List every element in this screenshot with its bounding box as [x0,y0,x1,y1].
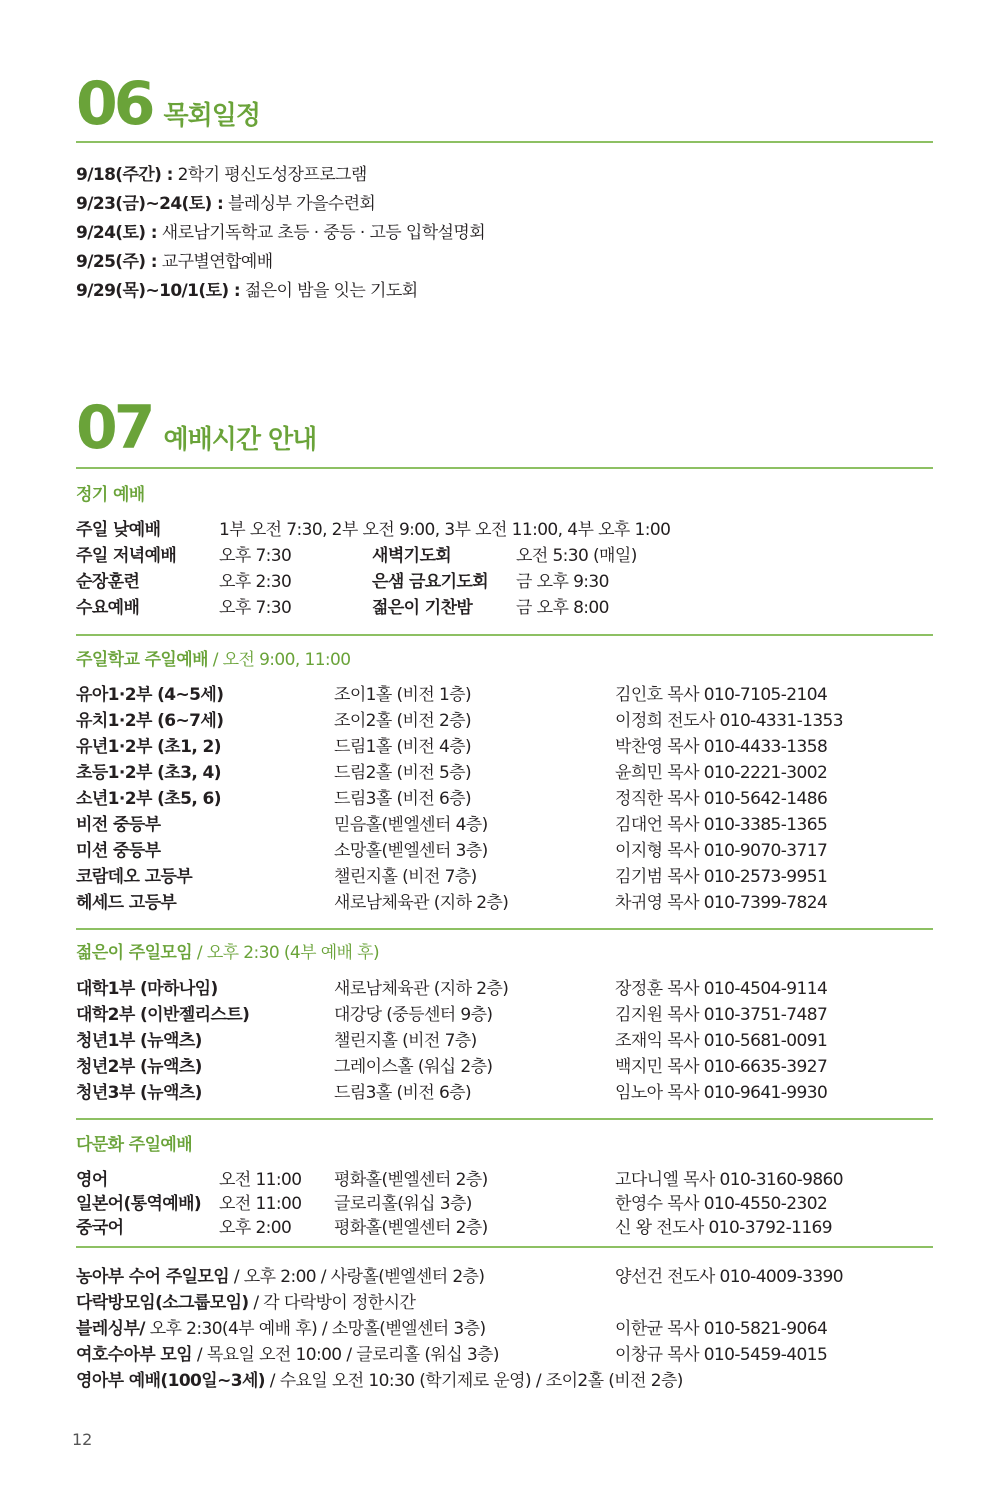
other-meeting: 농아부 수어 주일모임 / 오후 2:00 / 사랑홀(벧엘센터 2층) 양선건 전도사 010-4009-3390 [76,1267,843,1287]
table-row: 초등1·2부 (초3, 4) 드림2홀 (비전 5층) 윤희민 목사 010-2221-3002 [76,763,828,783]
section-title: 예배시간 안내 [163,425,317,455]
section-number: 07 [76,393,152,463]
schedule-item: 9/18(주간) : 2학기 평신도성장프로그램 [76,165,367,185]
table-row: 코람데오 고등부 챌린지홀 (비전 7층) 김기범 목사 010-2573-9951 [76,867,828,887]
divider [76,141,933,143]
category-heading: 정기 예배 [76,485,145,505]
other-meeting: 다락방모임(소그룹모임) / 각 다락방이 정한시간 [76,1293,416,1313]
regular-row: 주일 저녁예배 오후 7:30 새벽기도회 오전 5:30 (매일) [76,546,637,566]
section-06-header [76,69,260,139]
other-meeting: 블레싱부/ 오후 2:30(4부 예배 후) / 소망홀(벧엘센터 3층) 이한균 목사 010-5821-9064 [76,1319,828,1339]
table-row: 대학1부 (마하나임) 새로남체육관 (지하 2층) 장정훈 목사 010-4504-9114 [76,979,828,999]
table-row: 미션 중등부 소망홀(벧엘센터 3층) 이지형 목사 010-9070-3717 [76,841,828,861]
category-heading: 주일학교 주일예배 / 오전 9:00, 11:00 [76,650,351,670]
schedule-item: 9/23(금)~24(토) : 블레싱부 가을수련회 [76,194,376,214]
page-number: 12 [72,1430,93,1449]
table-row: 유아1·2부 (4~5세) 조이1홀 (비전 1층) 김인호 목사 010-7105-2104 [76,685,828,705]
table-row: 중국어 오후 2:00 평화홀(벧엘센터 2층) 신 왕 전도사 010-3792-1169 [76,1218,832,1238]
divider [76,928,933,930]
other-meeting: 영아부 예배(100일~3세) / 수요일 오전 10:30 (학기제로 운영) / 조이2홀 (비전 2층) [76,1371,683,1391]
table-row: 비전 중등부 믿음홀(벧엘센터 4층) 김대언 목사 010-3385-1365 [76,815,828,835]
schedule-item: 9/25(주) : 교구별연합예배 [76,252,273,272]
table-row: 청년1부 (뉴액츠) 챌린지홀 (비전 7층) 조재익 목사 010-5681-0091 [76,1031,828,1051]
category-heading: 젊은이 주일모임 / 오후 2:30 (4부 예배 후) [76,943,380,963]
table-row: 소년1·2부 (초5, 6) 드림3홀 (비전 6층) 정직한 목사 010-5642-1486 [76,789,828,809]
category-heading: 다문화 주일예배 [76,1135,193,1155]
section-number: 06 [76,69,152,139]
section-07-header [76,393,317,463]
schedule-item: 9/29(목)~10/1(토) : 젊은이 밤을 잇는 기도회 [76,281,418,301]
divider [76,1246,933,1248]
table-row: 헤세드 고등부 새로남체육관 (지하 2층) 차귀영 목사 010-7399-7824 [76,893,828,913]
table-row: 영어 오전 11:00 평화홀(벧엘센터 2층) 고다니엘 목사 010-3160-9860 [76,1170,843,1190]
table-row: 청년3부 (뉴액츠) 드림3홀 (비전 6층) 임노아 목사 010-9641-9930 [76,1083,828,1103]
divider [76,467,933,469]
schedule-item: 9/24(토) : 새로남기독학교 초등 · 중등 · 고등 입학설명회 [76,223,486,243]
divider [76,1118,933,1120]
table-row: 청년2부 (뉴액츠) 그레이스홀 (워십 2층) 백지민 목사 010-6635-3927 [76,1057,828,1077]
regular-row: 수요예배 오후 7:30 젊은이 기찬밤 금 오후 8:00 [76,598,609,618]
table-row: 유치1·2부 (6~7세) 조이2홀 (비전 2층) 이정희 전도사 010-4331-1353 [76,711,843,731]
table-row: 일본어(통역예배) 오전 11:00 글로리홀(워십 3층) 한영수 목사 010-4550-2302 [76,1194,828,1214]
other-meeting: 여호수아부 모임 / 목요일 오전 10:00 / 글로리홀 (워십 3층) 이창규 목사 010-5459-4015 [76,1345,828,1365]
table-row: 대학2부 (이반젤리스트) 대강당 (중등센터 9층) 김지원 목사 010-3751-7487 [76,1005,828,1025]
regular-row: 주일 낮예배 1부 오전 7:30, 2부 오전 9:00, 3부 오전 11:00, 4부 오후 1:00 [76,520,671,540]
section-title: 목회일정 [163,101,260,131]
table-row: 유년1·2부 (초1, 2) 드림1홀 (비전 4층) 박찬영 목사 010-4433-1358 [76,737,828,757]
regular-row: 순장훈련 오후 2:30 은샘 금요기도회 금 오후 9:30 [76,572,609,592]
divider [76,634,933,636]
